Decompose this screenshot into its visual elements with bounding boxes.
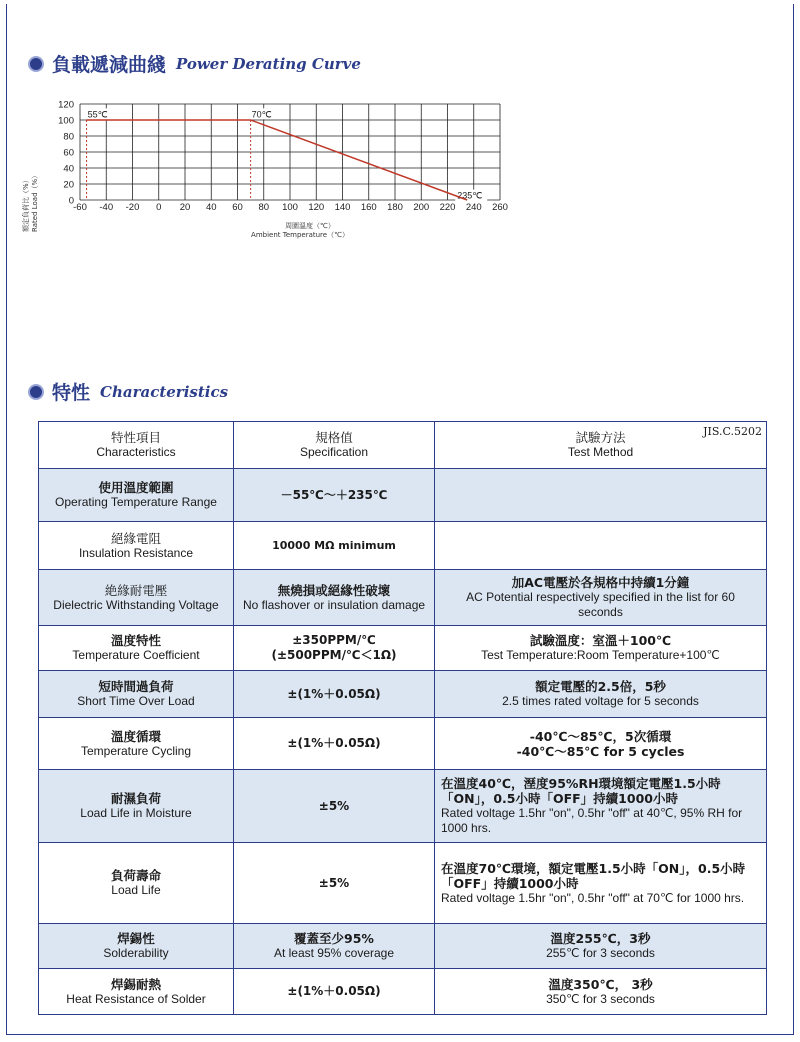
section-bullet-icon [28,384,44,400]
table-row: 絶緣耐電壓 Dielectric Withstanding Voltage 無燒損或絕緣性破壞 No flashover or insulation damage 加AC電壓於各規格中持續1分鐘 AC Potential respectively specified in the list for 60 seconds [39,570,767,626]
characteristics-title-zh: 特性 [52,382,91,404]
y-tick-label: 40 [63,163,74,175]
x-tick-label: 0 [156,202,162,213]
table-row: 溫度循環 Temperature Cycling ±(1%＋0.05Ω) -40℃～85℃，5次循環 -40℃～85℃ for 5 cycles [39,718,767,770]
chart-grid [58,100,508,214]
y-tick-label: 60 [63,147,74,159]
x-tick-label: 100 [282,202,298,213]
derating-title-en: Power Derating Curve [176,54,361,73]
table-row: 耐濕負荷 Load Life in Moisture ±5% 在溫度40℃，溼度95%RH環境額定電壓1.5小時「ON」，0.5小時「OFF」持續1000小時 Rated voltage 1.5hr "on", 0.5hr "off" at 40℃, 95% RH for 1000 hrs. [39,770,767,843]
marker-label: 70℃ [251,109,272,120]
x-tick-label: 260 [492,202,508,213]
derating-title-zh: 負載遞減曲綫 [52,54,167,76]
standard-label: JIS.C.5202 [703,425,762,438]
x-tick-label: 40 [205,202,217,213]
y-tick-label: 120 [58,99,74,111]
x-tick-label: -60 [73,202,87,213]
y-axis-label-zh: 額定負荷比（%） [22,176,30,232]
table-row: 焊錫耐熱 Heat Resistance of Solder ±(1%＋0.05Ω) 溫度350℃， 3秒 350℃ for 3 seconds [39,969,767,1015]
table-row: 焊錫性 Solderability 覆蓋至少95% At least 95% coverage 溫度255℃，3秒 255℃ for 3 seconds [39,924,767,969]
characteristics-title-en: Characteristics [100,382,229,401]
x-tick-label: 240 [465,202,482,213]
marker-label: 235℃ [457,190,483,201]
derating-curve-line [87,120,468,200]
x-axis-label: Ambient Temperature（℃） [251,231,349,239]
x-tick-label: 20 [179,202,191,213]
characteristics-table [38,421,767,1015]
x-tick-label: 220 [439,202,456,213]
x-axis-label-zh: 周圍溫度（℃） [285,222,335,230]
table-row: 短時間過負荷 Short Time Over Load ±(1%＋0.05Ω) 額定電壓的2.5倍，5秒 2.5 times rated voltage for 5 seconds [39,671,767,718]
y-tick-label: 0 [68,195,74,207]
x-tick-label: 140 [334,202,351,213]
x-tick-label: -20 [125,202,140,213]
y-axis-label: Rated Load（%） [31,171,39,232]
y-tick-label: 20 [63,179,74,191]
x-tick-label: 60 [232,202,243,213]
section-bullet-icon [28,56,44,72]
header-characteristics: 特性項目 Characteristics [39,422,234,469]
x-tick-label: 80 [258,202,270,213]
table-header-row [39,422,767,469]
x-tick-label: 200 [413,202,430,213]
table-row: 使用溫度範圍 Operating Temperature Range －55℃～＋235℃ [39,469,767,522]
x-tick-label: 160 [360,202,377,213]
table-row: 負荷壽命 Load Life ±5% 在溫度70℃環境，額定電壓1.5小時「ON」，0.5小時「OFF」持續1000小時 Rated voltage 1.5hr "on", 0.5hr "off" at 70℃ for 1000 hrs. [39,843,767,924]
characteristics-section-heading [28,378,228,405]
y-tick-label: 100 [58,115,74,127]
header-specification: 規格值 Specification [234,422,435,469]
x-tick-label: 120 [308,202,325,213]
marker-label: 55℃ [87,109,108,120]
derating-section-heading [28,50,361,77]
x-tick-label: 180 [387,202,403,213]
table-row: 絕緣電阻 Insulation Resistance 10000 MΩ minimum [39,522,767,570]
chart-marks [86,108,488,200]
x-tick-label: -40 [99,202,114,213]
table-row: 溫度特性 Temperature Coefficient ±350PPM/℃ (±500PPM/℃＜1Ω) 試驗溫度：室溫＋100℃ Test Temperature:Room Temperature+100℃ [39,626,767,671]
header-test-method: JIS.C.5202 試驗方法 Test Method [435,422,767,469]
derating-chart [20,92,550,252]
y-tick-label: 80 [63,131,74,143]
